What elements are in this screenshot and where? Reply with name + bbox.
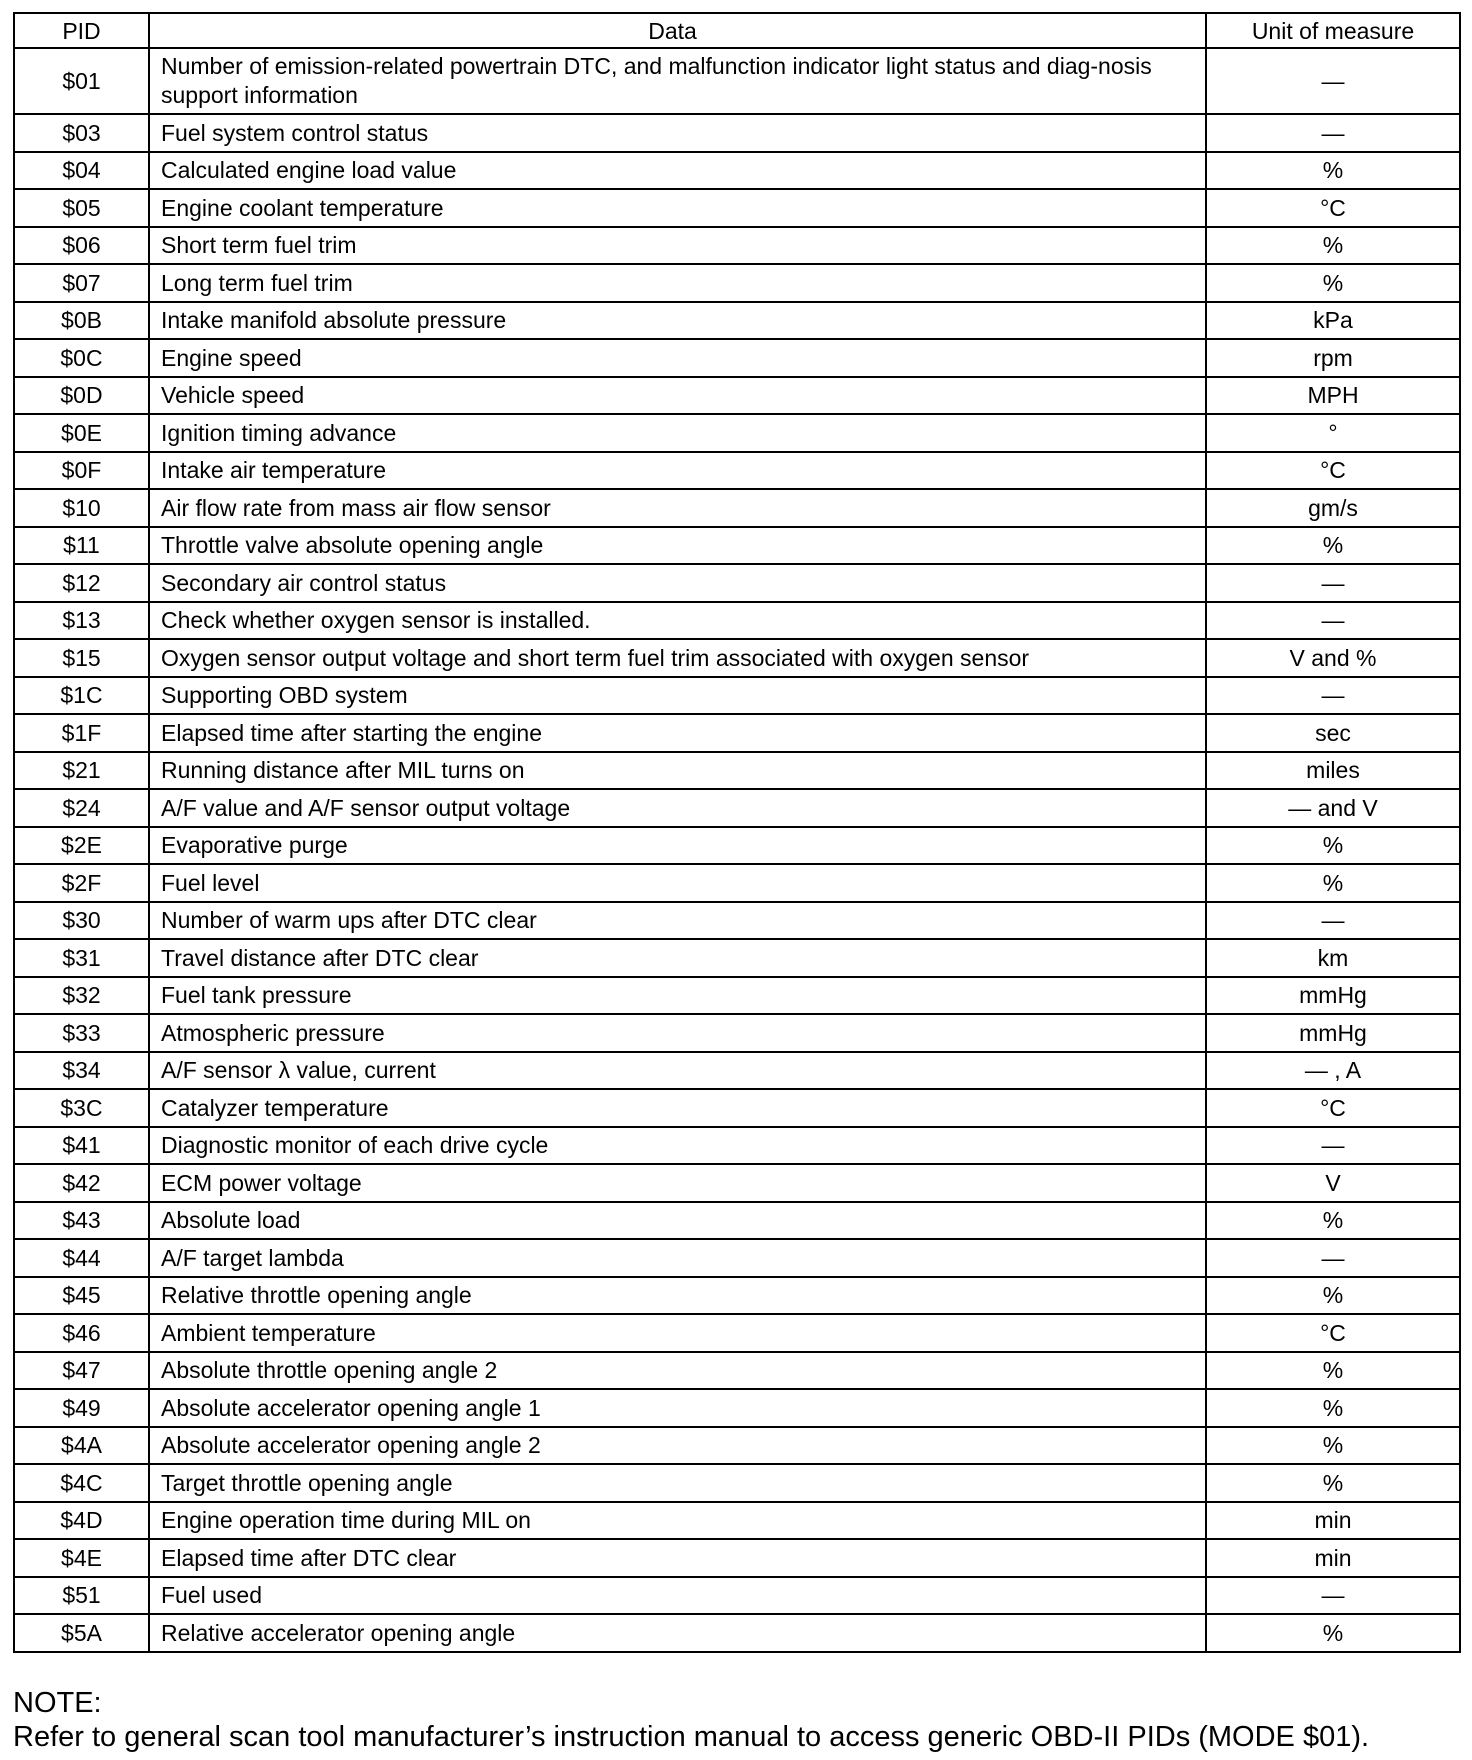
pid-cell: $11	[14, 527, 149, 565]
pid-cell: $34	[14, 1052, 149, 1090]
unit-cell: %	[1206, 1427, 1460, 1465]
pid-cell: $24	[14, 789, 149, 827]
table-body	[14, 48, 1460, 1652]
pid-cell: $0B	[14, 302, 149, 340]
data-cell: Intake manifold absolute pressure	[149, 302, 1206, 340]
pid-cell: $0D	[14, 377, 149, 415]
data-cell: Engine operation time during MIL on	[149, 1502, 1206, 1540]
unit-cell: km	[1206, 939, 1460, 977]
data-cell: Calculated engine load value	[149, 152, 1206, 190]
unit-cell: V and %	[1206, 639, 1460, 677]
unit-cell: —	[1206, 1239, 1460, 1277]
pid-cell: $49	[14, 1389, 149, 1427]
data-cell: Elapsed time after DTC clear	[149, 1539, 1206, 1577]
unit-cell: —	[1206, 1577, 1460, 1615]
table-row	[14, 1427, 1460, 1465]
pid-cell: $01	[14, 48, 149, 114]
data-cell: ECM power voltage	[149, 1164, 1206, 1202]
table-row	[14, 977, 1460, 1015]
unit-cell: °C	[1206, 1314, 1460, 1352]
header-data: Data	[149, 13, 1206, 48]
pid-cell: $2F	[14, 864, 149, 902]
note-text: Refer to general scan tool manufacturer’s instruction manual to access generic OBD-II PIDs (MODE $01).	[13, 1721, 1370, 1753]
data-cell: Target throttle opening angle	[149, 1464, 1206, 1502]
table-row	[14, 1577, 1460, 1615]
table-row	[14, 939, 1460, 977]
table-row	[14, 339, 1460, 377]
unit-cell: — , A	[1206, 1052, 1460, 1090]
data-cell: Secondary air control status	[149, 564, 1206, 602]
data-cell: Short term fuel trim	[149, 227, 1206, 265]
data-cell: Long term fuel trim	[149, 264, 1206, 302]
table-row	[14, 527, 1460, 565]
table-row	[14, 1614, 1460, 1652]
table-row	[14, 302, 1460, 340]
header-unit: Unit of measure	[1206, 13, 1460, 48]
pid-cell: $05	[14, 189, 149, 227]
unit-cell: —	[1206, 602, 1460, 640]
data-cell: Fuel system control status	[149, 114, 1206, 152]
table-row	[14, 1127, 1460, 1165]
data-cell: Supporting OBD system	[149, 677, 1206, 715]
pid-cell: $41	[14, 1127, 149, 1165]
note-label: NOTE:	[13, 1687, 102, 1719]
unit-cell: %	[1206, 1202, 1460, 1240]
pid-cell: $30	[14, 902, 149, 940]
pid-cell: $32	[14, 977, 149, 1015]
table-row	[14, 1352, 1460, 1390]
data-cell: Number of emission-related powertrain DTC, and malfunction indicator light status and diag-nosis support information	[149, 48, 1206, 114]
unit-cell: —	[1206, 902, 1460, 940]
pid-cell: $06	[14, 227, 149, 265]
pid-cell: $1F	[14, 714, 149, 752]
unit-cell: —	[1206, 114, 1460, 152]
data-cell: Oxygen sensor output voltage and short term fuel trim associated with oxygen sensor	[149, 639, 1206, 677]
unit-cell: kPa	[1206, 302, 1460, 340]
table-row	[14, 1089, 1460, 1127]
unit-cell: —	[1206, 1127, 1460, 1165]
table-row	[14, 639, 1460, 677]
table-row	[14, 189, 1460, 227]
header-pid: PID	[14, 13, 149, 48]
table-row	[14, 1539, 1460, 1577]
table-row	[14, 1277, 1460, 1315]
unit-cell: °C	[1206, 189, 1460, 227]
table-row	[14, 1314, 1460, 1352]
pid-cell: $0C	[14, 339, 149, 377]
pid-cell: $45	[14, 1277, 149, 1315]
pid-cell: $13	[14, 602, 149, 640]
unit-cell: mmHg	[1206, 1014, 1460, 1052]
data-cell: Relative throttle opening angle	[149, 1277, 1206, 1315]
table-row	[14, 377, 1460, 415]
unit-cell: sec	[1206, 714, 1460, 752]
pid-cell: $12	[14, 564, 149, 602]
data-cell: Absolute load	[149, 1202, 1206, 1240]
pid-table	[13, 12, 1461, 1653]
pid-cell: $4C	[14, 1464, 149, 1502]
pid-cell: $44	[14, 1239, 149, 1277]
table-row	[14, 452, 1460, 490]
unit-cell: %	[1206, 152, 1460, 190]
pid-cell: $51	[14, 1577, 149, 1615]
data-cell: Throttle valve absolute opening angle	[149, 527, 1206, 565]
pid-cell: $04	[14, 152, 149, 190]
unit-cell: %	[1206, 1464, 1460, 1502]
unit-cell: %	[1206, 1614, 1460, 1652]
pid-cell: $0E	[14, 414, 149, 452]
table-row	[14, 414, 1460, 452]
unit-cell: mmHg	[1206, 977, 1460, 1015]
data-cell: Check whether oxygen sensor is installed.	[149, 602, 1206, 640]
table-row	[14, 789, 1460, 827]
table-row	[14, 227, 1460, 265]
pid-cell: $21	[14, 752, 149, 790]
pid-cell: $43	[14, 1202, 149, 1240]
data-cell: Fuel level	[149, 864, 1206, 902]
data-cell: Fuel tank pressure	[149, 977, 1206, 1015]
pid-cell: $31	[14, 939, 149, 977]
unit-cell: miles	[1206, 752, 1460, 790]
unit-cell: %	[1206, 264, 1460, 302]
table-header-row	[14, 13, 1460, 48]
data-cell: Engine speed	[149, 339, 1206, 377]
table-row	[14, 1202, 1460, 1240]
table-row	[14, 1502, 1460, 1540]
unit-cell: %	[1206, 527, 1460, 565]
pid-cell: $47	[14, 1352, 149, 1390]
unit-cell: min	[1206, 1502, 1460, 1540]
unit-cell: gm/s	[1206, 489, 1460, 527]
data-cell: Catalyzer temperature	[149, 1089, 1206, 1127]
unit-cell: °C	[1206, 452, 1460, 490]
unit-cell: %	[1206, 827, 1460, 865]
data-cell: A/F value and A/F sensor output voltage	[149, 789, 1206, 827]
unit-cell: %	[1206, 864, 1460, 902]
data-cell: Relative accelerator opening angle	[149, 1614, 1206, 1652]
unit-cell: — and V	[1206, 789, 1460, 827]
pid-cell: $03	[14, 114, 149, 152]
unit-cell: MPH	[1206, 377, 1460, 415]
pid-cell: $10	[14, 489, 149, 527]
pid-cell: $1C	[14, 677, 149, 715]
pid-cell: $46	[14, 1314, 149, 1352]
table-row	[14, 564, 1460, 602]
table-row	[14, 827, 1460, 865]
table-row	[14, 1389, 1460, 1427]
pid-cell: $42	[14, 1164, 149, 1202]
unit-cell: V	[1206, 1164, 1460, 1202]
unit-cell: %	[1206, 227, 1460, 265]
data-cell: Diagnostic monitor of each drive cycle	[149, 1127, 1206, 1165]
unit-cell: %	[1206, 1277, 1460, 1315]
pid-cell: $5A	[14, 1614, 149, 1652]
data-cell: Travel distance after DTC clear	[149, 939, 1206, 977]
table-row	[14, 752, 1460, 790]
pid-cell: $4D	[14, 1502, 149, 1540]
table-row	[14, 1052, 1460, 1090]
data-cell: Number of warm ups after DTC clear	[149, 902, 1206, 940]
data-cell: A/F target lambda	[149, 1239, 1206, 1277]
data-cell: Fuel used	[149, 1577, 1206, 1615]
table-row	[14, 864, 1460, 902]
data-cell: Ignition timing advance	[149, 414, 1206, 452]
table-row	[14, 48, 1460, 114]
unit-cell: rpm	[1206, 339, 1460, 377]
data-cell: Absolute accelerator opening angle 2	[149, 1427, 1206, 1465]
data-cell: Elapsed time after starting the engine	[149, 714, 1206, 752]
data-cell: Running distance after MIL turns on	[149, 752, 1206, 790]
unit-cell: —	[1206, 48, 1460, 114]
unit-cell: —	[1206, 564, 1460, 602]
unit-cell: °	[1206, 414, 1460, 452]
table-row	[14, 714, 1460, 752]
data-cell: Intake air temperature	[149, 452, 1206, 490]
pid-cell: $4A	[14, 1427, 149, 1465]
pid-cell: $4E	[14, 1539, 149, 1577]
table-row	[14, 1239, 1460, 1277]
data-cell: Atmospheric pressure	[149, 1014, 1206, 1052]
pid-cell: $2E	[14, 827, 149, 865]
table-row	[14, 1014, 1460, 1052]
pid-cell: $15	[14, 639, 149, 677]
table-row	[14, 902, 1460, 940]
table-row	[14, 1464, 1460, 1502]
data-cell: Vehicle speed	[149, 377, 1206, 415]
data-cell: Absolute accelerator opening angle 1	[149, 1389, 1206, 1427]
table-row	[14, 264, 1460, 302]
unit-cell: min	[1206, 1539, 1460, 1577]
data-cell: A/F sensor λ value, current	[149, 1052, 1206, 1090]
data-cell: Absolute throttle opening angle 2	[149, 1352, 1206, 1390]
table-row	[14, 602, 1460, 640]
data-cell: Evaporative purge	[149, 827, 1206, 865]
unit-cell: —	[1206, 677, 1460, 715]
data-cell: Ambient temperature	[149, 1314, 1206, 1352]
table-row	[14, 1164, 1460, 1202]
pid-cell: $07	[14, 264, 149, 302]
table-row	[14, 677, 1460, 715]
pid-cell: $33	[14, 1014, 149, 1052]
data-cell: Engine coolant temperature	[149, 189, 1206, 227]
data-cell: Air flow rate from mass air flow sensor	[149, 489, 1206, 527]
pid-cell: $3C	[14, 1089, 149, 1127]
note-section	[13, 1686, 1369, 1754]
table-row	[14, 114, 1460, 152]
table-row	[14, 489, 1460, 527]
table-row	[14, 152, 1460, 190]
unit-cell: °C	[1206, 1089, 1460, 1127]
unit-cell: %	[1206, 1389, 1460, 1427]
unit-cell: %	[1206, 1352, 1460, 1390]
pid-cell: $0F	[14, 452, 149, 490]
